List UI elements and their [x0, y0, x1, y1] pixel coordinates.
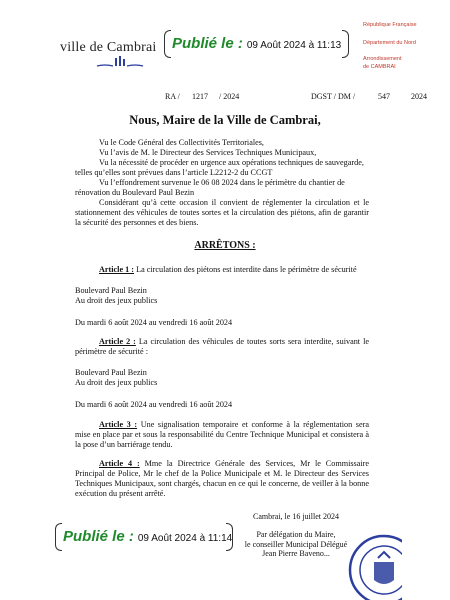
- article-1-text: La circulation des piétons est interdite dans le périmètre de sécurité: [136, 265, 357, 274]
- visas-block: [75, 138, 369, 228]
- published-date-bottom: 09 Août 2024 à 11:14: [137, 533, 233, 544]
- signature-line-1: Par délégation du Maire,: [256, 530, 336, 539]
- article-2: [75, 337, 369, 410]
- article-1-period: Du mardi 6 août 2024 au vendredi 16 août 2024: [75, 318, 233, 327]
- ra-label: RA /: [165, 92, 180, 101]
- city-logo-text: ville de Cambrai: [60, 40, 157, 55]
- signature-date: Cambrai, le 16 juillet 2024: [253, 512, 339, 521]
- article-4-title: Article 4 :: [99, 459, 140, 468]
- article-4-text: Mme la Directrice Générale des Services, Mr le Commissaire Principal de Police, Mr le chef de la Police Municipale et M. le Directeur des Services Techniques Municipaux, sont chargés, chacun en ce qui le concerne, de veiller à la bonne exécution du présent arrêté.: [75, 459, 369, 498]
- article-1-title: Article 1 :: [99, 265, 135, 274]
- department-label: Département du Nord: [363, 40, 416, 46]
- ra-year: / 2024: [219, 92, 240, 101]
- stamp-bracket-right-bottom: [226, 523, 233, 551]
- arretons-heading: ARRÊTONS :: [194, 240, 256, 251]
- article-2-title: Article 2 :: [99, 337, 136, 346]
- article-3: [75, 420, 369, 450]
- published-date: 09 Août 2024 à 11:13: [246, 40, 342, 51]
- visa-2: Vu l’avis de M. le Directeur des Services Techniques Municipaux,: [99, 148, 317, 157]
- considering-paragraph: Considérant qu’à cette occasion il convient de réglementer la circulation et le stationnement des véhicules de toutes sortes et la circulation des piétons, afin de garantir la sécurité des personnes et des biens.: [75, 198, 369, 227]
- visa-3: Vu la nécessité de procéder en urgence aux opérations techniques de sauvegarde, telles qu’elles sont prévues dans l’article L2212-2 du CCGT: [75, 158, 364, 177]
- republic-label: République Française: [363, 22, 417, 28]
- published-stamp-bottom: [63, 528, 232, 546]
- arrondissement-name: de CAMBRAI: [363, 64, 396, 70]
- published-stamp-top: [172, 35, 341, 53]
- visa-4: Vu l’effondrement survenue le 06 08 2024 dans le périmètre du chantier de rénovation du Boulevard Paul Bezin: [75, 178, 345, 197]
- arrondissement-label: Arrondissement: [363, 56, 402, 62]
- published-label-bottom: Publié le :: [63, 528, 134, 545]
- article-2-period: Du mardi 6 août 2024 au vendredi 16 août 2024: [75, 400, 233, 409]
- article-2-place-1: Boulevard Paul Bezin: [75, 368, 147, 377]
- article-3-text: Une signalisation temporaire et conforme à la réglementation sera mise en place par et sous la responsabilité du Centre Technique Municipal et consistera à la pose d’un barriérage tendu.: [75, 420, 369, 449]
- article-3-title: Article 3 :: [99, 420, 138, 429]
- signature-line-3: Jean Pierre Baveno...: [262, 549, 330, 558]
- article-1: [75, 265, 369, 328]
- article-1-place-1: Boulevard Paul Bezin: [75, 286, 147, 295]
- ra-number: 1217: [192, 92, 208, 101]
- article-1-place-2: Au droit des jeux publics: [75, 296, 158, 305]
- article-2-place-2: Au droit des jeux publics: [75, 378, 158, 387]
- official-seal-icon: [342, 528, 402, 600]
- article-4: [75, 459, 369, 499]
- dgst-year: 2024: [411, 92, 427, 101]
- dgst-number: 547: [378, 92, 390, 101]
- dgst-label: DGST / DM /: [311, 92, 356, 101]
- stamp-bracket-right: [342, 30, 349, 58]
- article-2-text: La circulation des véhicules de toutes sorts sera interdite, suivant le périmètre de sécurité :: [75, 337, 369, 356]
- visa-1: Vu le Code Général des Collectivités Territoriales,: [99, 138, 264, 147]
- signature-line-2: le conseiller Municipal Délégué: [244, 539, 348, 549]
- published-label: Publié le :: [172, 35, 243, 52]
- stamp-bracket-left-bottom: [55, 523, 62, 551]
- document-title: Nous, Maire de la Ville de Cambrai,: [129, 113, 321, 127]
- city-logo-icon: [95, 56, 145, 68]
- stamp-bracket-left: [164, 30, 171, 58]
